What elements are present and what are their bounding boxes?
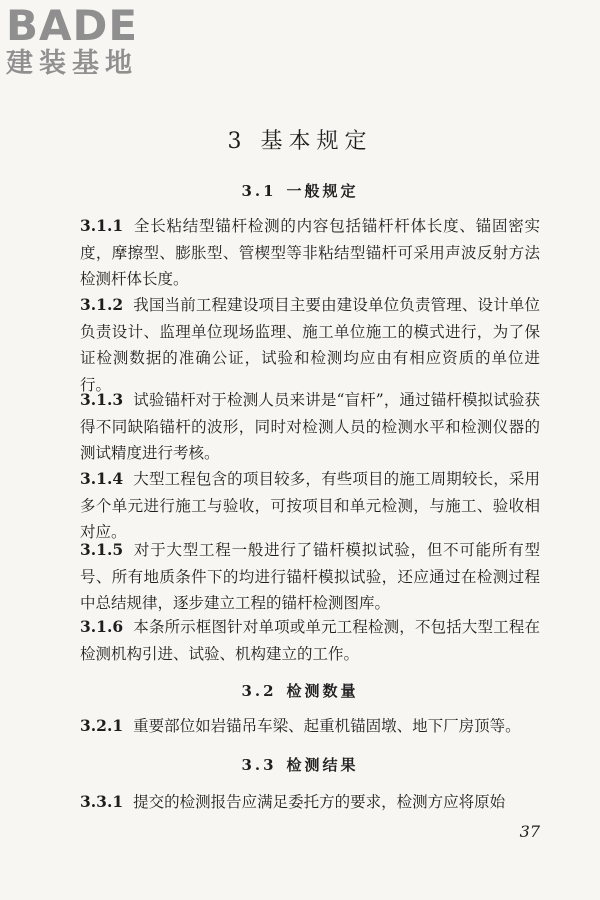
clause-text: 重要部位如岩锚吊车梁、起重机锚固墩、地下厂房顶等。 [133, 717, 521, 735]
clause-text: 对于大型工程一般进行了锚杆模拟试验，但不可能所有型号、所有地质条件下的均进行锚杆模拟试验，还应通过在检测过程中总结规律，逐步建立工程的锚杆检测图库。 [80, 541, 540, 612]
clause-3-1-6 [80, 614, 540, 667]
clause-text: 大型工程包含的项目较多，有些项目的施工周期较长，采用多个单元进行施工与验收，可按项目和单元检测，与施工、验收相对应。 [80, 470, 540, 541]
clause-number: 3.1.1 [80, 216, 124, 235]
clause-number: 3.2.1 [80, 716, 124, 735]
clause-3-3-1 [80, 789, 540, 816]
clause-number: 3.1.5 [80, 540, 124, 559]
section-title-text: 检测数量 [286, 682, 359, 700]
section-number: 3.1 [241, 182, 277, 200]
clause-text: 试验锚杆对于检测人员来讲是“盲杆”，通过锚杆模拟试验获得不同缺陷锚杆的波形，同时对检测人员的检测水平和检测仪器的测试精度进行考核。 [80, 391, 540, 462]
chapter-title [0, 124, 600, 155]
chapter-title-text: 基本规定 [260, 129, 373, 154]
section-title-3-2 [0, 680, 600, 701]
clause-3-1-4 [80, 466, 540, 546]
clause-3-1-1 [80, 213, 540, 293]
section-title-text: 一般规定 [286, 182, 359, 200]
section-title-3-3 [0, 754, 600, 775]
clause-3-1-5 [80, 537, 540, 617]
clause-number: 3.1.4 [80, 469, 124, 488]
clause-number: 3.1.6 [80, 617, 124, 636]
section-number: 3.2 [241, 682, 277, 700]
clause-text: 提交的检测报告应满足委托方的要求，检测方应将原始 [133, 793, 506, 811]
clause-text: 本条所示框图针对单项或单元工程检测，不包括大型工程在检测机构引进、试验、机构建立的工作。 [80, 618, 540, 663]
section-title-3-1 [0, 180, 600, 201]
clause-number: 3.3.1 [80, 792, 124, 811]
clause-text: 我国当前工程建设项目主要由建设单位负责管理、设计单位负责设计、监理单位现场监理、施工单位施工的模式进行，为了保证检测数据的准确公证，试验和检测均应由有相应资质的单位进行。 [80, 296, 540, 394]
section-title-text: 检测结果 [286, 756, 359, 774]
clause-3-1-3 [80, 387, 540, 467]
publisher-logo [6, 1, 186, 80]
clause-3-1-2 [80, 292, 540, 398]
clause-text: 全长粘结型锚杆检测的内容包括锚杆杆体长度、锚固密实度，摩擦型、膨胀型、管楔型等非粘结型锚杆可采用声波反射方法检测杆体长度。 [80, 217, 540, 288]
section-number: 3.3 [241, 756, 277, 774]
clause-3-2-1 [80, 713, 540, 740]
chapter-number: 3 [227, 129, 248, 154]
page-number: 37 [519, 822, 540, 841]
clause-number: 3.1.2 [80, 295, 124, 314]
logo-mark: BADE [6, 1, 139, 50]
logo-subtitle: 建装基地 [6, 48, 138, 79]
clause-number: 3.1.3 [80, 390, 124, 409]
